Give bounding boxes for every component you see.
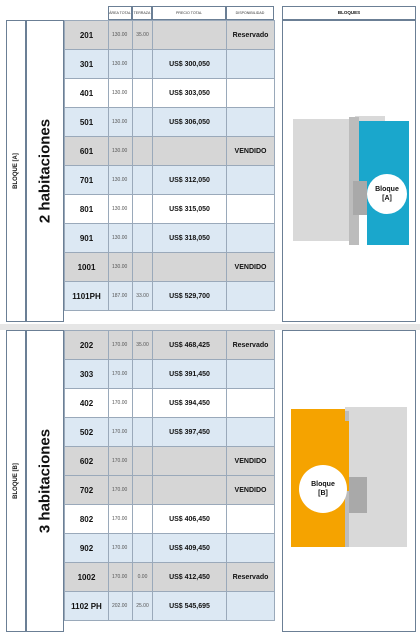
unit-status bbox=[227, 79, 275, 108]
unit-terrace: 33.00 bbox=[133, 282, 153, 311]
table-row bbox=[65, 447, 275, 476]
unit-terrace: 25.00 bbox=[133, 592, 153, 621]
unit-terrace: 0.00 bbox=[133, 563, 153, 592]
unit-number: 402 bbox=[65, 389, 109, 418]
unit-terrace bbox=[133, 360, 153, 389]
unit-terrace bbox=[133, 418, 153, 447]
table-row bbox=[65, 166, 275, 195]
unit-area: 170.00 bbox=[109, 563, 133, 592]
unit-status: Reservado bbox=[227, 21, 275, 50]
plan-a bbox=[282, 20, 416, 322]
table-row bbox=[65, 21, 275, 50]
plan-b-label-line1: Bloque bbox=[311, 481, 335, 488]
header-area: ÁREA TOTAL bbox=[108, 6, 132, 20]
unit-area: 130.00 bbox=[109, 137, 133, 166]
unit-terrace: 35.00 bbox=[133, 331, 153, 360]
unit-number: 303 bbox=[65, 360, 109, 389]
unit-number: 202 bbox=[65, 331, 109, 360]
table-row bbox=[65, 195, 275, 224]
unit-terrace bbox=[133, 166, 153, 195]
unit-area: 130.00 bbox=[109, 50, 133, 79]
table-row bbox=[65, 505, 275, 534]
table-row bbox=[65, 563, 275, 592]
unit-price: US$ 529,700 bbox=[153, 282, 227, 311]
unit-status bbox=[227, 505, 275, 534]
units-table-b bbox=[64, 330, 275, 621]
unit-status: Reservado bbox=[227, 563, 275, 592]
unit-price: US$ 412,450 bbox=[153, 563, 227, 592]
unit-area: 187.00 bbox=[109, 282, 133, 311]
unit-status bbox=[227, 195, 275, 224]
table-row bbox=[65, 50, 275, 79]
unit-status bbox=[227, 108, 275, 137]
unit-status bbox=[227, 166, 275, 195]
table-row bbox=[65, 282, 275, 311]
unit-number: 901 bbox=[65, 224, 109, 253]
unit-price: US$ 468,425 bbox=[153, 331, 227, 360]
table-row bbox=[65, 108, 275, 137]
unit-area: 170.00 bbox=[109, 418, 133, 447]
unit-terrace bbox=[133, 195, 153, 224]
unit-terrace: 35.00 bbox=[133, 21, 153, 50]
unit-number: 702 bbox=[65, 476, 109, 505]
unit-price bbox=[153, 21, 227, 50]
unit-area: 202.00 bbox=[109, 592, 133, 621]
unit-status bbox=[227, 534, 275, 563]
table-row bbox=[65, 79, 275, 108]
unit-area: 170.00 bbox=[109, 476, 133, 505]
unit-area: 170.00 bbox=[109, 447, 133, 476]
unit-status: Reservado bbox=[227, 331, 275, 360]
unit-price: US$ 391,450 bbox=[153, 360, 227, 389]
unit-price: US$ 306,050 bbox=[153, 108, 227, 137]
unit-price: US$ 318,050 bbox=[153, 224, 227, 253]
unit-terrace bbox=[133, 389, 153, 418]
table-row bbox=[65, 253, 275, 282]
unit-area: 130.00 bbox=[109, 195, 133, 224]
unit-terrace bbox=[133, 534, 153, 563]
unit-number: 1101PH bbox=[65, 282, 109, 311]
unit-status bbox=[227, 389, 275, 418]
unit-status bbox=[227, 418, 275, 447]
unit-price bbox=[153, 137, 227, 166]
tipo-b-text: 3 habitaciones bbox=[36, 428, 54, 534]
floorplan-a-icon bbox=[283, 21, 415, 321]
plan-b-label-line2: [B] bbox=[318, 490, 328, 497]
unit-price: US$ 406,450 bbox=[153, 505, 227, 534]
header-bloques: BLOQUES bbox=[282, 6, 416, 20]
unit-area: 170.00 bbox=[109, 389, 133, 418]
unit-area: 130.00 bbox=[109, 224, 133, 253]
unit-area: 130.00 bbox=[109, 79, 133, 108]
table-row bbox=[65, 389, 275, 418]
unit-number: 401 bbox=[65, 79, 109, 108]
unit-terrace bbox=[133, 505, 153, 534]
table-row bbox=[65, 534, 275, 563]
unit-area: 130.00 bbox=[109, 253, 133, 282]
unit-area: 170.00 bbox=[109, 331, 133, 360]
unit-number: 902 bbox=[65, 534, 109, 563]
unit-terrace bbox=[133, 79, 153, 108]
unit-number: 301 bbox=[65, 50, 109, 79]
unit-price bbox=[153, 447, 227, 476]
unit-price: US$ 300,050 bbox=[153, 50, 227, 79]
unit-number: 601 bbox=[65, 137, 109, 166]
table-row bbox=[65, 592, 275, 621]
plan-a-label-line1: Bloque bbox=[375, 186, 399, 193]
plan-b bbox=[282, 330, 416, 632]
unit-area: 170.00 bbox=[109, 534, 133, 563]
tipo-b-label bbox=[26, 330, 64, 632]
header-price: PRECIO TOTAL bbox=[152, 6, 226, 20]
unit-number: 1002 bbox=[65, 563, 109, 592]
unit-status: VENDIDO bbox=[227, 137, 275, 166]
table-row bbox=[65, 331, 275, 360]
unit-number: 801 bbox=[65, 195, 109, 224]
unit-number: 502 bbox=[65, 418, 109, 447]
unit-area: 130.00 bbox=[109, 166, 133, 195]
unit-number: 201 bbox=[65, 21, 109, 50]
unit-number: 602 bbox=[65, 447, 109, 476]
floorplan-b-icon bbox=[283, 331, 415, 631]
table-row bbox=[65, 224, 275, 253]
unit-terrace bbox=[133, 447, 153, 476]
table-row bbox=[65, 418, 275, 447]
header-status: DISPONIBILIDAD bbox=[226, 6, 274, 20]
unit-price bbox=[153, 253, 227, 282]
unit-price: US$ 409,450 bbox=[153, 534, 227, 563]
unit-terrace bbox=[133, 253, 153, 282]
unit-price: US$ 397,450 bbox=[153, 418, 227, 447]
unit-price: US$ 315,050 bbox=[153, 195, 227, 224]
plan-a-label-line2: [A] bbox=[382, 195, 392, 202]
unit-status bbox=[227, 224, 275, 253]
unit-terrace bbox=[133, 108, 153, 137]
tipo-a-label bbox=[26, 20, 64, 322]
bloque-a-label bbox=[6, 20, 26, 322]
unit-area: 130.00 bbox=[109, 108, 133, 137]
table-row bbox=[65, 476, 275, 505]
bloque-a-text: BLOQUE [A] bbox=[13, 153, 19, 189]
unit-status: VENDIDO bbox=[227, 447, 275, 476]
unit-price bbox=[153, 476, 227, 505]
units-table-a bbox=[64, 20, 275, 311]
unit-terrace bbox=[133, 50, 153, 79]
unit-price: US$ 303,050 bbox=[153, 79, 227, 108]
table-row bbox=[65, 137, 275, 166]
unit-status bbox=[227, 50, 275, 79]
unit-number: 701 bbox=[65, 166, 109, 195]
unit-number: 1001 bbox=[65, 253, 109, 282]
unit-terrace bbox=[133, 137, 153, 166]
unit-area: 170.00 bbox=[109, 360, 133, 389]
unit-terrace bbox=[133, 224, 153, 253]
unit-price: US$ 312,050 bbox=[153, 166, 227, 195]
unit-status bbox=[227, 592, 275, 621]
unit-status: VENDIDO bbox=[227, 476, 275, 505]
unit-area: 130.00 bbox=[109, 21, 133, 50]
unit-price: US$ 394,450 bbox=[153, 389, 227, 418]
bloque-b-label bbox=[6, 330, 26, 632]
unit-price: US$ 545,695 bbox=[153, 592, 227, 621]
unit-number: 1102 PH bbox=[65, 592, 109, 621]
unit-area: 170.00 bbox=[109, 505, 133, 534]
unit-terrace bbox=[133, 476, 153, 505]
unit-status bbox=[227, 360, 275, 389]
tipo-a-text: 2 habitaciones bbox=[36, 118, 54, 224]
unit-status bbox=[227, 282, 275, 311]
unit-status: VENDIDO bbox=[227, 253, 275, 282]
unit-number: 501 bbox=[65, 108, 109, 137]
header-terrace: TERRAZA bbox=[132, 6, 152, 20]
unit-number: 802 bbox=[65, 505, 109, 534]
table-row bbox=[65, 360, 275, 389]
bloque-b-text: BLOQUE [B] bbox=[13, 463, 19, 499]
